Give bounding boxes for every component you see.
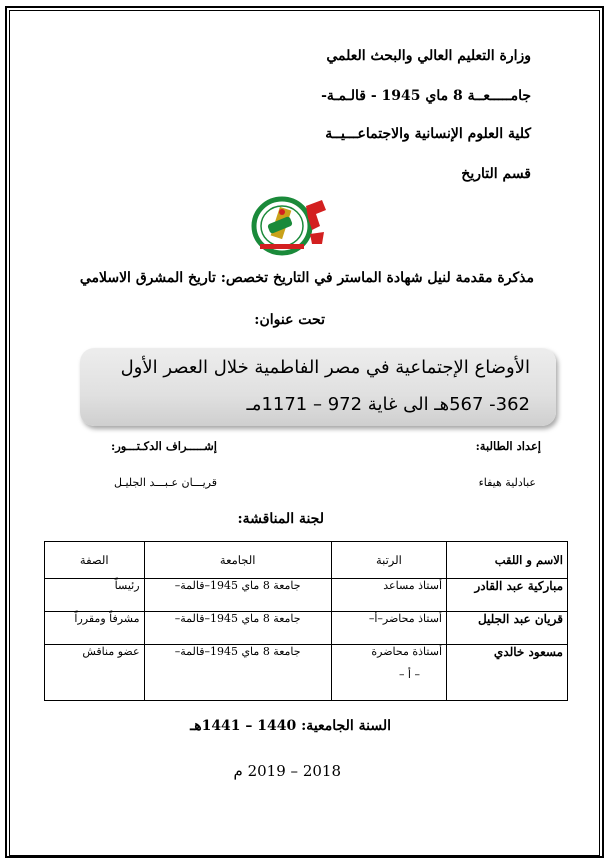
member-rank: أستاذ مساعد [331,579,446,612]
ministry-line: وزارة التعليم العالي والبحث العلمي [326,48,531,64]
member-rank: أستاذة محاضرة [371,645,442,658]
member-capacity: عضو مناقش [45,645,145,701]
header-capacity: الصفة [45,542,145,579]
member-university: جامعة 8 ماي 1945–قالمة– [144,612,331,645]
committee-table [44,541,568,701]
student-label: إعداد الطالبة: [475,439,541,453]
header-name: الاسم و اللقب [447,542,568,579]
member-rank-grade: – أ – [398,668,420,681]
member-rank-cell [331,645,446,701]
table-row [45,612,568,645]
member-capacity: رئيساً [45,579,145,612]
member-university: جامعة 8 ماي 1945–قالمة– [144,645,331,701]
member-name: مسعود خالدي [447,645,568,701]
academic-year-gregorian: 2018 – 2019 م [233,762,341,780]
thesis-title-line-1: الأوضاع الإجتماعية في مصر الفاطمية خلال العصر الأول [120,357,530,378]
committee-title: لجنة المناقشة: [237,511,324,527]
under-title-label: تحت عنوان: [254,312,325,328]
header-rank: الرتبة [331,542,446,579]
table-row [45,645,568,701]
member-name: قريان عبد الجليل [447,612,568,645]
table-row [45,579,568,612]
header-university: الجامعة [144,542,331,579]
faculty-line: كلية العلوم الإنسانية والاجتماعـــيــة [325,126,531,142]
member-university: جامعة 8 ماي 1945–قالمة– [144,579,331,612]
thesis-title-box [80,348,556,426]
supervisor-name: قريـــان عـبـــد الجليـل [113,476,217,489]
academic-year-hijri: السنة الجامعية: 1440 – 1441هـ [190,718,391,734]
department-line: قسم التاريخ [461,166,531,182]
member-name: مباركية عبد القادر [447,579,568,612]
member-rank: أستاذ محاضر–أ– [331,612,446,645]
memo-description: مذكرة مقدمة لنيل شهادة الماستر في التاريخ تخصص: تاريخ المشرق الاسلامي [79,270,534,286]
student-name: عبادلية هيفاء [478,476,536,489]
supervisor-label: إشـــــراف الدكـتـــور: [110,439,217,453]
university-seal-icon [246,196,328,256]
member-capacity: مشرفاً ومقرراً [45,612,145,645]
university-line: جامـــــعــة 8 ماي 1945 - قالـمـة- [321,88,531,104]
committee-header-row [45,542,568,579]
thesis-title-line-2: 362- 567هـ الى غاية 972 – 1171مـ [246,394,530,415]
